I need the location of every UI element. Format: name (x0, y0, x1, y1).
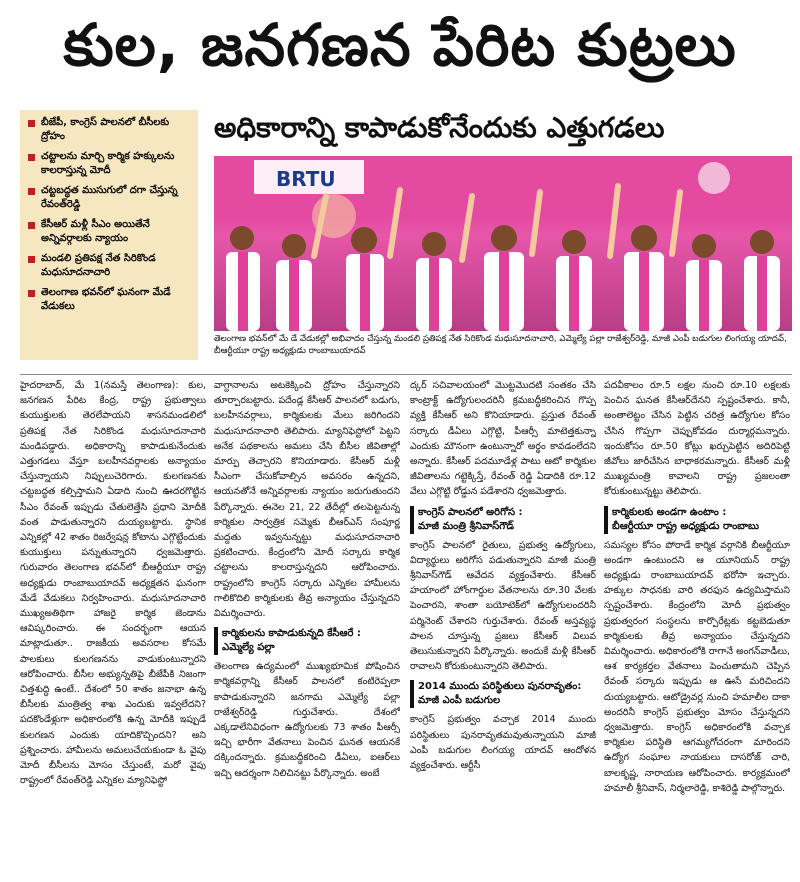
article-column-2 (214, 378, 400, 878)
section-subheading (410, 680, 596, 708)
photo-caption: తెలంగాణ భవన్‌లో మే డే వేడుకల్లో అభివాదం చేస్తున్న మండలి ప్రతిపక్ష నేత సిరికొండ మధుసూదనాచారి, ఎమ్మెల్యే పల్లా రాజేశ్వర్‌రెడ్డి, మాజీ ఎంపీ బడుగుల లింగయ్య యాదవ్, బీఆర్టీయూ రాష్ట్ర అధ్యక్షుడు రాంబాబుయాదవ్ (214, 334, 787, 356)
article-column-1 (20, 378, 206, 878)
subheading-line: కార్మికులకు అండగా ఉంటాం : (612, 506, 727, 518)
subheading-line: మాజీ మంత్రి శ్రీనివాస్‌గౌడ్ (418, 520, 515, 532)
event-photo (214, 156, 792, 331)
highlight-item (28, 218, 192, 246)
subheadline: అధికారాన్ని కాపాడుకోనేందుకు ఎత్తుగడలు (214, 111, 665, 144)
article-paragraph: ద్కర్ సచివాలయంలో మొట్టమొదటి సంతకం చేసి కాంట్రాక్ట్ ఉద్యోగులందరినీ క్రమబద్ధీకరించిన గొప్ప వ్యక్తి కేసీఆర్ అని కొనియాడారు. ప్రస్తుత రేవంత్ సర్కారు డీఏలు ఎగ్గొట్టి, పీఆర్సీ మాటెత్తకున్నా ఎందుకు మౌనంగా ఉంటున్నారో అర్థం కావడంలేదని అన్నారు. కేసీఆర్ పదమూడేళ్ల పాటు ఆటో కార్మికుల జీవితాలను గట్టెక్కిస్తే, రేవంత్ రెడ్డి ఏడాదికి రూ.12 వేలు ఎగ్గొట్టి రోడ్డున పడేశారని ధ్వజమెత్తారు. (410, 380, 596, 498)
bullet-square-icon (28, 290, 35, 297)
divider (20, 374, 792, 375)
bullet-square-icon (28, 154, 35, 161)
highlight-text: కేసీఆర్ మళ్లీ సీఎం అయితేనే అన్నివర్గాలకు న్యాయం (41, 219, 150, 244)
subheading-line: కార్మికులను కాపాడుకున్నది కేసీఆరే : (222, 628, 361, 640)
event-photo-illustration (214, 156, 792, 331)
highlight-item (28, 184, 192, 212)
subheadline-area (214, 110, 794, 152)
bullet-square-icon (28, 222, 35, 229)
bullet-square-icon (28, 188, 35, 195)
section-subheading (410, 506, 596, 534)
highlight-item (28, 150, 192, 178)
highlight-text: తెలంగాణ భవన్‌లో ఘనంగా మేడే వేడుకలు (41, 287, 171, 312)
highlight-text: బీజేపీ, కాంగ్రెస్ పాలనలో బీసీలకు ద్రోహం (41, 117, 170, 142)
headline-area (0, 0, 800, 104)
article-column-4 (604, 378, 790, 878)
article-paragraph: తెలంగాణ ఉద్యమంలో ముఖ్యభూమిక పోషించిన కార్మికవర్గాన్ని కేసీఆర్ పాలనలో కంటిరెప్పలా కాపాడుకున్నారని జనగామ ఎమ్మెల్యే పల్లా రాజేశ్వర్‌రెడ్డి గుర్తుచేశారు. దేశంలో ఎక్కడాలేనివిధంగా ఉద్యోగులకు 73 శాతం పీఆర్సీ ఇచ్చి భారీగా వేతనాలు పెంచిన ఘనత ఆయనకే దక్కిందన్నారు. క్రమబద్ధీకరించి డీఏలు, ఐఆర్‌లు ఇచ్చి ఆదర్శంగా నిలిచినట్టు పేర్కొన్నారు. అంబే (214, 661, 400, 779)
photo-banner-text: BRTU (276, 167, 336, 191)
highlight-item (28, 252, 192, 280)
article-paragraph: వాగ్దానాలను అటకెక్కించి ద్రోహం చేస్తున్నారని తూర్పారబట్టారు. పదేండ్ల కేసీఆర్ పాలనలో బడుగు, బలహీనవర్గాలు, కార్మికులకు మేలు జరిగిందని మధుసూదనాచారి తెలిపారు. మ్యానిఫెస్టోలో పెట్టని అనేక పథకాలను అమలు చేసి బీసీల జీవితాల్లో మార్పు తెచ్చారని కొనియాడారు. కేసీఆర్ మళ్లీ సీఎంగా చేసుకోవాల్సిన అవసరం ఉన్నదని, ఆయనతోనే అన్నివర్గాలకు న్యాయం జరుగుతుందని పేర్కొన్నారు. ఈనెల 21, 22 తేదీల్లో తలపెట్టనున్న కార్మికుల సార్వత్రిక సమ్మెకు బీఆర్ఎస్ సంపూర్ణ మద్దతు ఇవ్వనున్నట్టు మధుసూదనాచారి ప్రకటించారు. కేంద్రంలోని మోదీ సర్కారు కార్మిక చట్టాలను కాలరాస్తున్నదని ఆరోపించారు. రాష్ట్రంలోని కాంగ్రెస్ సర్కారు ఎన్నికల హామీలను గాలికొదిలి కార్మికులకు తీవ్ర అన్యాయం చేస్తున్నదని విమర్శించారు. (214, 380, 400, 620)
article-paragraph: కాంగ్రెస్ ప్రభుత్వం వచ్చాక 2014 ముందు పరిస్థితులు పునరావృతమవుతున్నాయని మాజీ ఎంపీ బడుగుల లింగయ్య యాదవ్ ఆందోళన వ్యక్తంచేశారు. ఆర్టీసీ (410, 714, 596, 772)
headline: కుల, జనగణన పేరిట కుట్రలు (63, 10, 737, 79)
subheading-line: ఎమ్మెల్యే పల్లా (222, 642, 275, 654)
bullet-square-icon (28, 256, 35, 263)
highlight-text: మండలి ప్రతిపక్ష నేత సిరికొండ మధుసూదనాచారి (41, 253, 156, 278)
highlights-box (20, 110, 198, 360)
section-subheading (604, 506, 790, 534)
highlight-text: చట్టాలను మార్చి కార్మిక హక్కులను కాలరాస్తున్న మోదీ (41, 151, 175, 176)
section-subheading (214, 627, 400, 655)
article-paragraph: పదవీకాలం రూ.5 లక్షల నుంచి రూ.10 లక్షలకు పెంచిన ఘనత కేసీఆర్‌దేనని స్పష్టంచేశారు. కానీ, అంతాలెట్టం చేసిన పెట్టిన చరిత్ర ఉద్యోగుల కోసం చేసిన గొప్పగా చెప్పుకోవడం దుర్మార్గమన్నారు. ఇందుకోసం రూ.50 కోట్లు ఖర్చుపెట్టిన అదిరిపెట్టి జీవోలు జారీచేసిన బాధాకరమన్నారు. కేసీఆర్ మళ్లీ ముఖ్యమంత్రి కావాలని రాష్ట్ర ప్రజలంతా కోరుకుంటున్నట్టు తెలిపారు. (604, 380, 790, 498)
bullet-square-icon (28, 120, 35, 127)
subheading-line: కాంగ్రెస్ పాలనలో అరిగోస : (418, 506, 523, 518)
highlight-item (28, 116, 192, 144)
subheading-line: బీఆర్టీయూ రాష్ట్ర అధ్యక్షుడు రాంబాబు (612, 520, 759, 532)
subheading-line: 2014 ముందు పరిస్థితులు పునరావృతం: (418, 681, 582, 693)
highlight-text: చట్టబద్ధత ముసుగులో దగా చేస్తున్న రేవంత్‌రెడ్డి (41, 185, 178, 210)
article-paragraph: సమస్యల కోసం పోరాడే కార్మిక వర్గానికి బీఆర్టీయూ అండగా ఉంటుందని ఆ యూనియన్ రాష్ట్ర అధ్యక్షుడు రాంబాబుయాదవ్ భరోసా ఇచ్చారు. హక్కుల సాధనకు వారి తరఫున ఉద్యమిస్తామని స్పష్టంచేశారు. కేంద్రంలోని మోదీ ప్రభుత్వం ప్రభుత్వరంగ సంస్థలను కార్పొరేట్లకు కట్టబెడుతూ కార్మికులకు తీవ్ర అన్యాయం చేస్తున్నదని విమర్శించారు. అధికారంలోకి రాగానే అంగన్‌వాడీలు, ఆశ కార్యకర్తల వేతనాలు పెంచుతామని చెప్పిన రేవంత్ సర్కారు ఇప్పుడు ఆ ఊసే మరిచిందని దుయ్యబట్టారు. ఆటోడ్రైవర్ల నుంచి హమాలీల దాకా అందరినీ కాంగ్రెస్ ప్రభుత్వం మోసం చేస్తున్నదని ధ్వజమెత్తారు. కాంగ్రెస్ అధికారంలోకి వచ్చాక కార్మికుల పరిస్థితి ఆగమ్యగోచరంగా మారిందని ఉద్యోగ సంఘాల నాయకులు దాసరోజ్ చారి, బాలకృష్ణ, నారాయణ ఆరోపించారు. కార్యక్రమంలో హమాలీ శ్రీనివాస్, నిర్మలారెడ్డి, కాశిరెడ్డి పాల్గొన్నారు. (604, 539, 790, 794)
article-column-3 (410, 378, 596, 878)
highlight-item (28, 286, 192, 314)
article-paragraph: కాంగ్రెస్ పాలనలో రైతులు, ప్రభుత్వ ఉద్యోగులు, విద్యార్థులు అరిగోస పడుతున్నారని మాజీ మంత్రి శ్రీనివాస్‌గౌడ్ ఆవేదన వ్యక్తంచేశారు. కేసీఆర్ హయాంలో హోంగార్డుల వేతనాలను రూ.30 వేలకు పెంచారని, శాంతా బయోటెక్‌లో ఉద్యోగులందరినీ పర్మినెంట్ చేశారని గుర్తుచేశారు. రేవంత్ అస్తవ్యస్థ పాలన చూస్తున్న ప్రజలు కేసీఆర్ విలువ తెలుసుకున్నారని పేర్కొన్నారు. అందుకే మళ్లీ కేసీఆర్ రావాలని కోరుకుంటున్నారని తెలిపారు. (410, 539, 596, 673)
article-paragraph: హైదరాబాద్, మే 1(నమస్తే తెలంగాణ): కుల, జనగణన పేరిట కేంద్ర, రాష్ట్ర ప్రభుత్వాలు కుయుక్తులకు తెరలేపాయని శాసనమండలిలో ప్రతిపక్ష నేత సిరికొండ మధుసూదనాచారి మండిపడ్డారు. అధికారాన్ని కాపాడుకునేందుకు ఎత్తుగడలు వేస్తూ బలహీనవర్గాలకు అన్యాయం చేస్తున్నాయని నిప్పులుచెరిగారు. కులగణనకు చట్టబద్ధత కల్పిస్తామని ఏడాది నుంచి ఊదరగొట్టిన సీఎం రేవంత్ ఇప్పుడు చేతులెత్తేసి ప్రధాని మోదీకి వంత పాడుతున్నారని దుయ్యబట్టారు. స్థానిక ఎన్నికల్లో 42 శాతం రిజర్వేషన్ల కోటాను ఎగ్గొట్టేందుకు కుయుక్తులు పన్నుతున్నారని ధ్వజమెత్తారు. గురువారం తెలంగాణ భవన్‌లో బీఆర్టీయూ రాష్ట్ర అధ్యక్షుడు రాంబాబుయాదవ్ అధ్యక్షతన ఘనంగా మేడే వేడుకలు నిర్వహించారు. మధుసూదనాచారి ముఖ్యఅతిథిగా హాజరై కార్మిక జెండాను ఆవిష్కరించారు. ఈ సందర్భంగా ఆయన మాట్లాడుతూ.. రాజకీయ అవసరాల కోసమే పాలకులు కులగణనను వాడుకుంటున్నారని ఆరోపించారు. బీసీల అభ్యున్నతిపై బీజేపీకి నిజంగా చిత్తశుద్ధి ఉంటే.. దేశంలో 50 శాతం జనాభా ఉన్న బీసీలకు మంత్రిత్వ శాఖ ఎందుకు ఇవ్వలేదని? పదకొండేళ్లుగా అధికారంలోకి ఉన్న మోదీకి ఇప్పుడే కులగణన ఎందుకు యాదికొచ్చిందని? అని ప్రశ్నించారు. హామీలను అమలుచేయకుండా ఓ వైపు మోదీ బీసీలను మోసం చేస్తుంటే, మరో వైపు రాష్ట్రంలో రేవంత్‌రెడ్డి ఎన్నికల మ్యానిఫెస్టో (20, 380, 206, 787)
subheading-line: మాజీ ఎంపీ బడుగుల (418, 695, 501, 707)
